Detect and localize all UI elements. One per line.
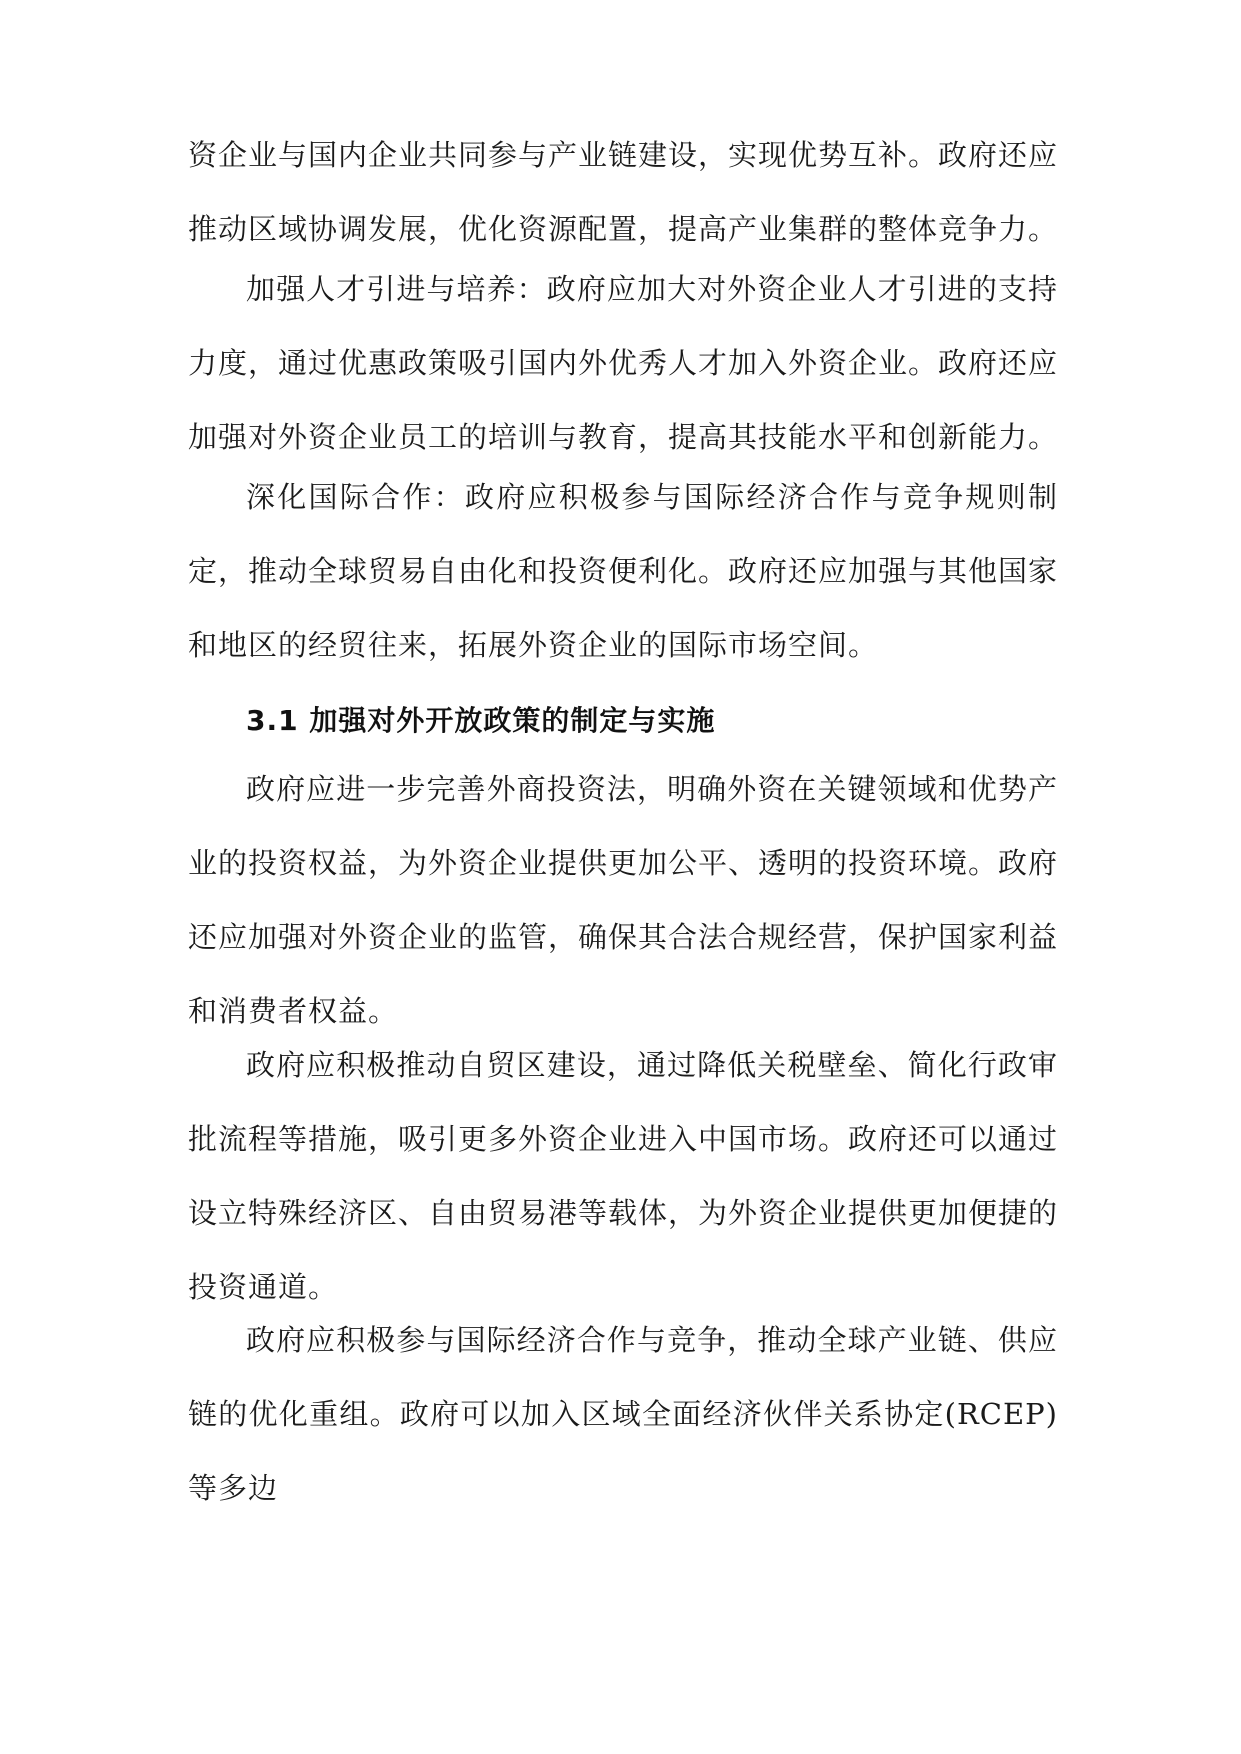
- paragraph-rcep: 政府应积极参与国际经济合作与竞争，推动全球产业链、供应链的优化重组。政府可以加入区域全面经济伙伴关系协定(RCEP)等多边: [188, 1323, 1058, 1505]
- paragraph-free-trade-zone: 政府应积极推动自贸区建设，通过降低关税壁垒、简化行政审批流程等措施，吸引更多外资企业进入中国市场。政府还可以通过设立特殊经济区、自由贸易港等载体，为外资企业提供更加便捷的投资通道。: [188, 1048, 1059, 1304]
- paragraph-continuation: 资企业与国内企业共同参与产业链建设，实现优势互补。政府还应推动区域协调发展，优化资源配置，提高产业集群的整体竞争力。: [188, 138, 1059, 246]
- paragraph-talent: 加强人才引进与培养：政府应加大对外资企业人才引进的支持力度，通过优惠政策吸引国内外优秀人才加入外资企业。政府还应加强对外资企业员工的培训与教育，提高其技能水平和创新能力。: [188, 272, 1059, 454]
- paragraph-cooperation: 深化国际合作：政府应积极参与国际经济合作与竞争规则制定，推动全球贸易自由化和投资便利化。政府还应加强与其他国家和地区的经贸往来，拓展外资企业的国际市场空间。: [188, 480, 1059, 662]
- section-heading: 3.1 加强对外开放政策的制定与实施: [246, 704, 716, 737]
- paragraph-investment-law: 政府应进一步完善外商投资法，明确外资在关键领域和优势产业的投资权益，为外资企业提供更加公平、透明的投资环境。政府还应加强对外资企业的监管，确保其合法合规经营，保护国家利益和消费者权益。: [188, 772, 1059, 1028]
